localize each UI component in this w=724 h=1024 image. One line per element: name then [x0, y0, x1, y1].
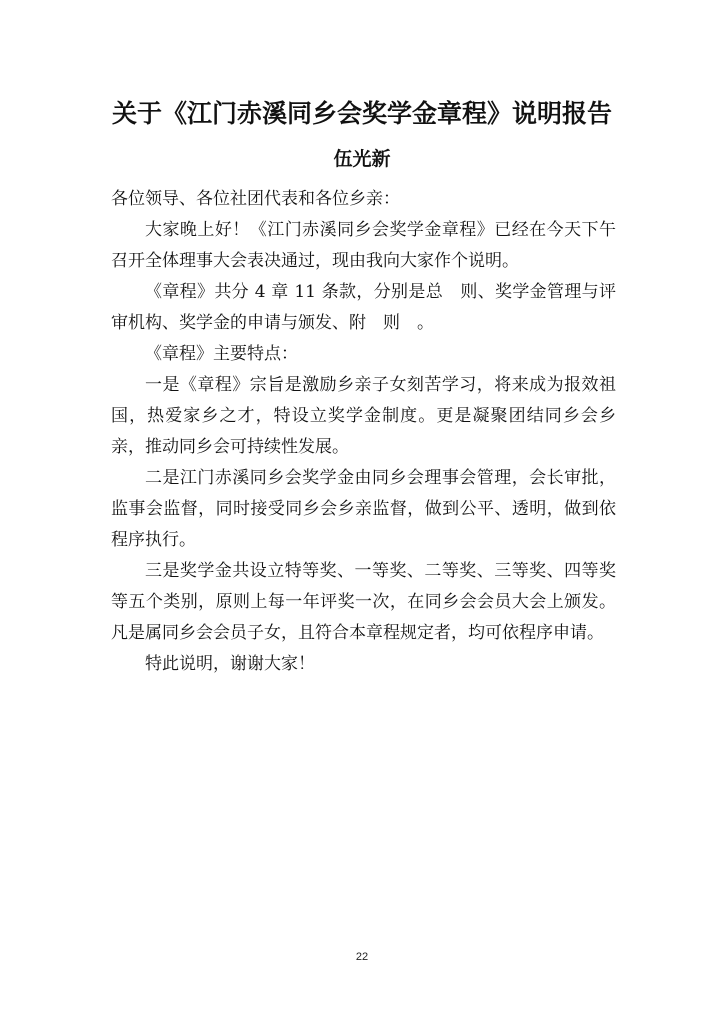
paragraph-structure: 《章程》共分 4 章 11 条款，分别是总 则、奖学金管理与评审机构、奖学金的申请与颁发、附 则 。	[111, 282, 616, 333]
paragraph-greeting: 大家晚上好！《江门赤溪同乡会奖学金章程》已经在今天下午召开全体理事大会表决通过，现由我向大家作个说明。	[111, 220, 616, 271]
page-number: 22	[355, 951, 369, 963]
paragraph-feature-three: 三是奖学金共设立特等奖、一等奖、二等奖、三等奖、四等奖等五个类别，原则上每一年评奖一次，在同乡会会员大会上颁发。凡是属同乡会会员子女，且符合本章程规定者，均可依程序申请。	[111, 561, 616, 643]
document-body	[111, 184, 616, 680]
paragraph-feature-one: 一是《章程》宗旨是激励乡亲子女刻苦学习，将来成为报效祖国，热爱家乡之才，特设立奖学金制度。更是凝聚团结同乡会乡亲，推动同乡会可持续性发展。	[111, 375, 616, 457]
salutation: 各位领导、各位社团代表和各位乡亲：	[111, 189, 400, 209]
paragraph-feature-two: 二是江门赤溪同乡会奖学金由同乡会理事会管理，会长审批，监事会监督，同时接受同乡会乡亲监督，做到公平、透明，做到依程序执行。	[111, 468, 616, 550]
document-title: 关于《江门赤溪同乡会奖学金章程》说明报告	[111, 99, 612, 128]
paragraph-closing: 特此说明，谢谢大家！	[145, 654, 315, 674]
paragraph-features-heading: 《章程》主要特点：	[145, 344, 298, 364]
document-author: 伍光新	[333, 148, 391, 170]
